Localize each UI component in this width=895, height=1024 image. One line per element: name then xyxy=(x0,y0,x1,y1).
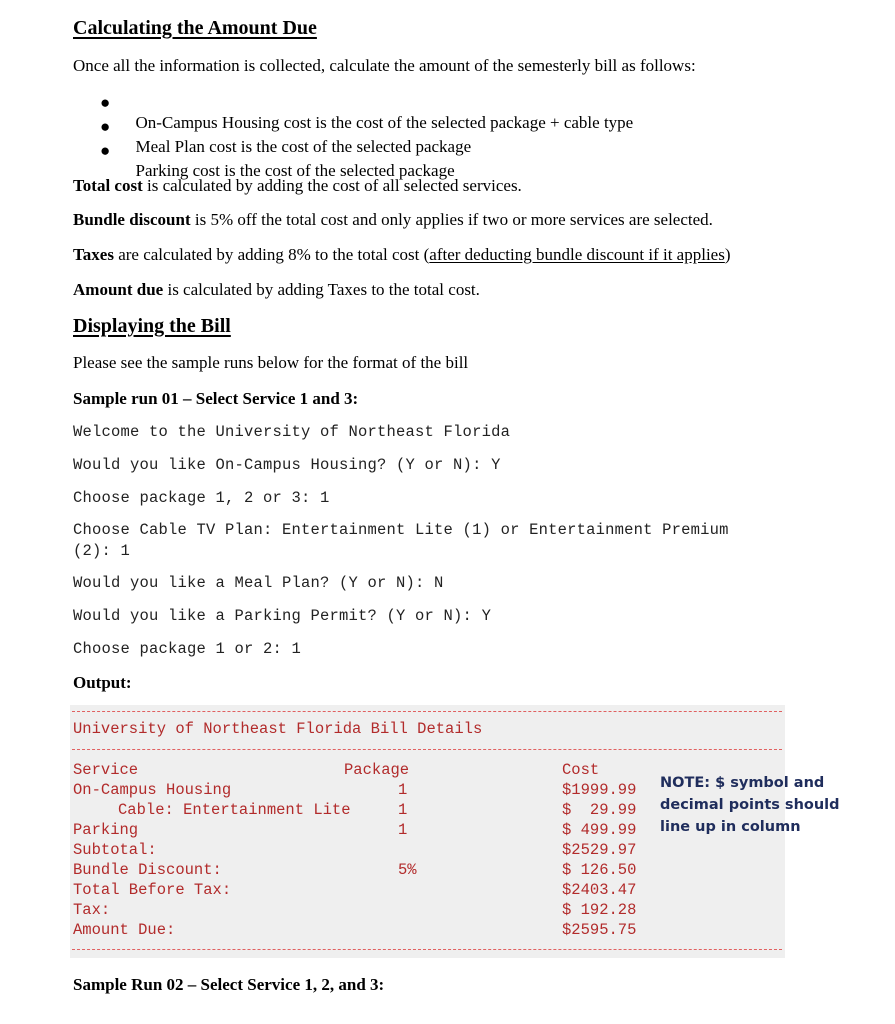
calc-intro: Once all the information is collected, calculate the amount of the semesterly bill as follows: xyxy=(73,56,696,75)
bill-title: University of Northeast Florida Bill Details xyxy=(73,720,483,738)
bill-row-label: Bundle Discount: xyxy=(73,861,222,879)
bullet-dot-icon: ● xyxy=(100,141,111,160)
bill-row-label: Cable: Entertainment Lite xyxy=(118,801,351,819)
bill-header-package: Package xyxy=(344,761,410,779)
bill-row-cost: $2403.47 xyxy=(562,881,637,899)
bill-row-label: Tax: xyxy=(73,901,111,919)
bill-row-cost: $ 29.99 xyxy=(562,801,637,819)
taxes-rule: Taxes are calculated by adding 8% to the total cost (after deducting bundle discount if it applies) xyxy=(73,245,731,264)
bill-row-package: 1 xyxy=(398,781,408,799)
sample-run-02-title: Sample Run 02 – Select Service 1, 2, and 3: xyxy=(73,975,385,994)
bill-row-cost: $1999.99 xyxy=(562,781,637,799)
bill-header-service: Service xyxy=(73,761,139,779)
bill-row-package: 1 xyxy=(398,821,408,839)
console-line: Would you like On-Campus Housing? (Y or N): Y xyxy=(73,456,501,474)
output-label: Output: xyxy=(73,673,132,692)
bill-row-package: 5% xyxy=(398,861,417,879)
sample-run-01-title: Sample run 01 – Select Service 1 and 3: xyxy=(73,389,359,408)
bill-row-label: Total Before Tax: xyxy=(73,881,232,899)
bill-row-cost: $2595.75 xyxy=(562,921,637,939)
bill-row-package: 1 xyxy=(398,801,408,819)
console-line: Choose package 1, 2 or 3: 1 xyxy=(73,489,330,507)
bill-row-label: On-Campus Housing xyxy=(73,781,232,799)
console-line: (2): 1 xyxy=(73,542,131,560)
bill-row-cost: $ 126.50 xyxy=(562,861,637,879)
section-heading-displaying: Displaying the Bill xyxy=(73,315,231,337)
bill-header-cost: Cost xyxy=(562,761,600,779)
bill-row-label: Subtotal: xyxy=(73,841,157,859)
amount-due-rule: Amount due is calculated by adding Taxes to the total cost. xyxy=(73,280,480,299)
bundle-discount-rule: Bundle discount is 5% off the total cost and only applies if two or more services are selected. xyxy=(73,210,713,229)
bill-row-cost: $ 192.28 xyxy=(562,901,637,919)
section-heading-calculating: Calculating the Amount Due xyxy=(73,17,317,39)
console-line: Choose package 1 or 2: 1 xyxy=(73,640,302,658)
bill-row-label: Parking xyxy=(73,821,139,839)
bullet-item: ● On-Campus Housing cost is the cost of the selected package + cable type xyxy=(100,93,634,132)
bullet-item: ● Parking cost is the cost of the selected package xyxy=(100,141,455,180)
console-line: Would you like a Parking Permit? (Y or N): Y xyxy=(73,607,492,625)
bullet-dot-icon: ● xyxy=(100,93,111,112)
console-line: Would you like a Meal Plan? (Y or N): N xyxy=(73,574,444,592)
bullet-item: ● Meal Plan cost is the cost of the selected package xyxy=(100,117,472,156)
bullet-dot-icon: ● xyxy=(100,117,111,136)
divider xyxy=(72,749,782,750)
bill-row-cost: $ 499.99 xyxy=(562,821,637,839)
bill-row-cost: $2529.97 xyxy=(562,841,637,859)
display-intro: Please see the sample runs below for the format of the bill xyxy=(73,353,469,372)
console-line: Welcome to the University of Northeast Florida xyxy=(73,423,511,441)
divider xyxy=(72,949,782,950)
console-line: Choose Cable TV Plan: Entertainment Lite (1) or Entertainment Premium xyxy=(73,521,729,539)
divider xyxy=(72,711,782,712)
alignment-note: NOTE: $ symbol and decimal points should line up in column xyxy=(660,775,840,835)
bill-row-label: Amount Due: xyxy=(73,921,176,939)
total-cost-rule: Total cost is calculated by adding the cost of all selected services. xyxy=(73,176,522,195)
